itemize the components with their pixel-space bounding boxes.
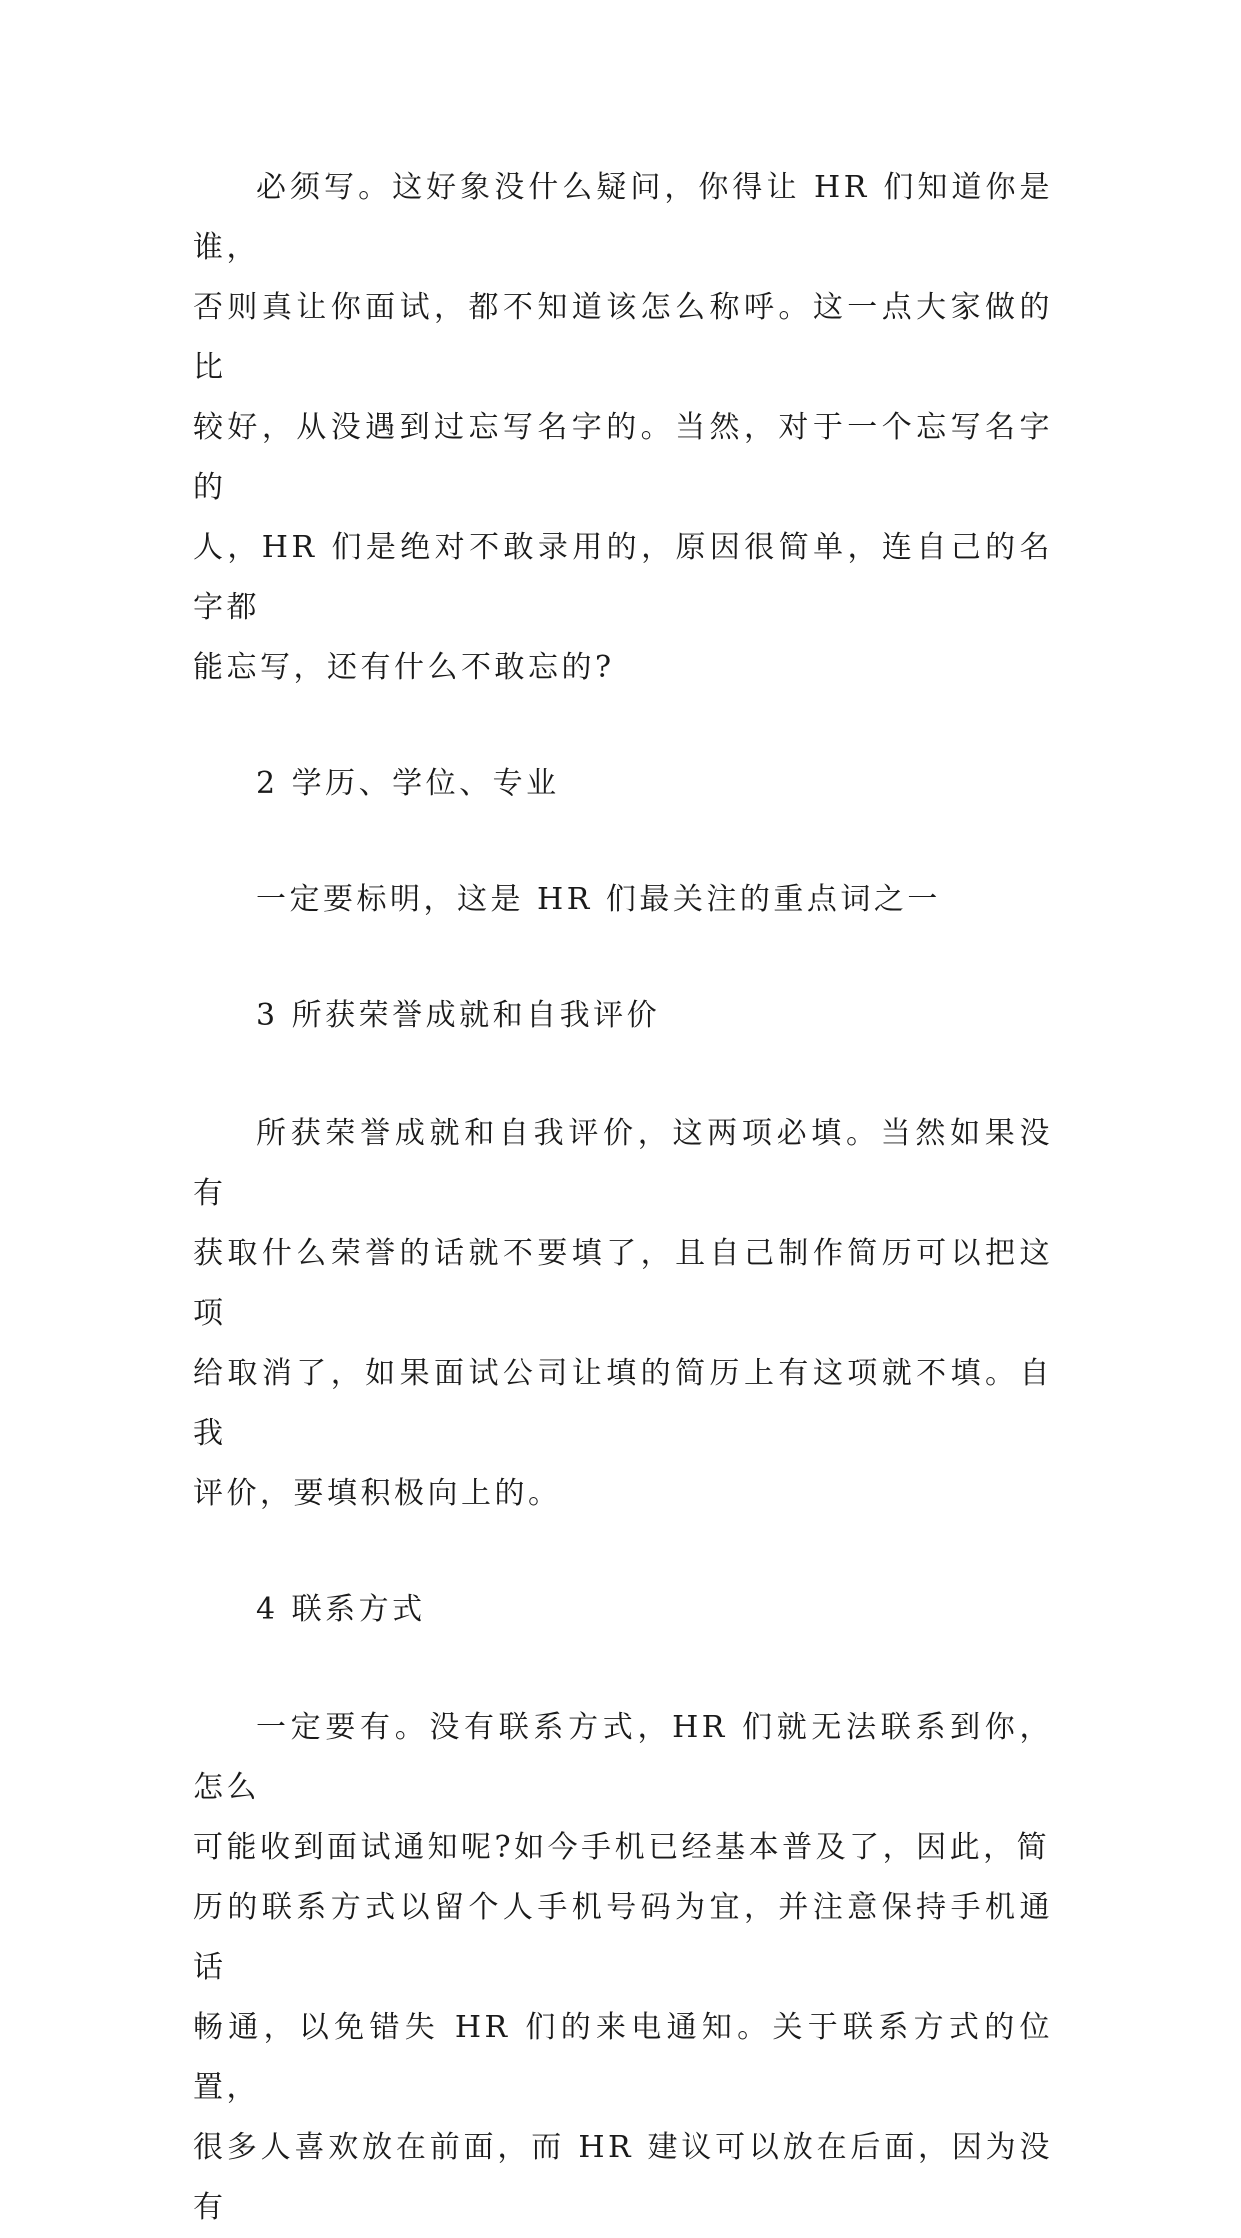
- spacer: [193, 1524, 1053, 1580]
- heading-education: 2 学历、学位、专业: [256, 766, 560, 801]
- paragraph-contact: 一定要有。没有联系方式，HR 们就无法联系到你，怎么 可能收到面试通知呢?如今手机已经基本普及了，因此，简 历的联系方式以留个人手机号码为宜，并注意保持手机通话 畅通，以免错失 HR 们的来电通知。关于联系方式的位置， 很多人喜欢放在前面，而 HR 建议可以放在后面，因为没有: [193, 1710, 1053, 2225]
- heading-contact: 4 联系方式: [256, 1592, 426, 1627]
- spacer: [193, 1046, 1053, 1104]
- spacer: [193, 1640, 1053, 1698]
- paragraph-name-field: 必须写。这好象没什么疑问，你得让 HR 们知道你是谁， 否则真让你面试，都不知道该怎么称呼。这一点大家做的比 较好，从没遇到过忘写名字的。当然，对于一个忘写名字的 人，HR 们是绝对不敢录用的，原因很简单，连自己的名字都 能忘写，还有什么不敢忘的?: [193, 170, 1053, 685]
- heading-honors: 3 所获荣誉成就和自我评价: [256, 998, 661, 1033]
- spacer: [193, 814, 1053, 870]
- paragraph-education: 一定要标明，这是 HR 们最关注的重点词之一: [256, 882, 941, 917]
- document-body: [193, 158, 1053, 2238]
- spacer: [193, 698, 1053, 754]
- spacer: [193, 930, 1053, 986]
- paragraph-honors: 所获荣誉成就和自我评价，这两项必填。当然如果没有 获取什么荣誉的话就不要填了，且自己制作简历可以把这项 给取消了，如果面试公司让填的简历上有这项就不填。自我 评价，要填积极向上的。: [193, 1116, 1053, 1511]
